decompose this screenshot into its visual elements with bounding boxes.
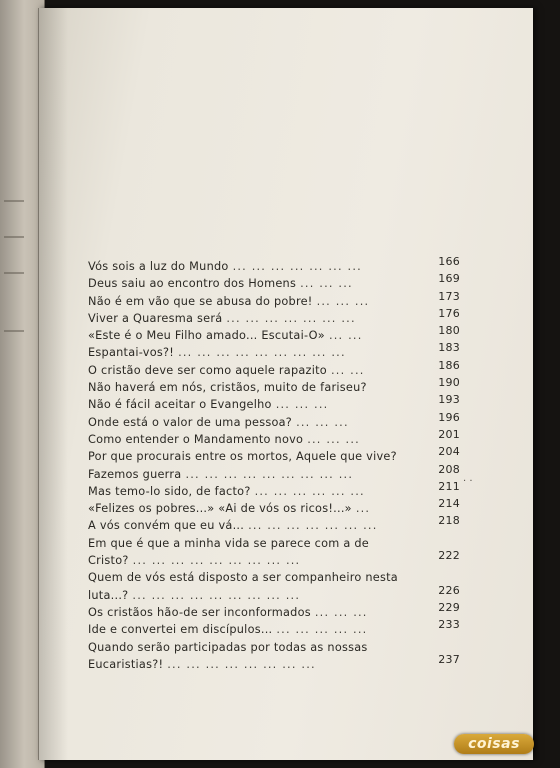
toc-entry-title: Como entender o Mandamento novo	[88, 432, 304, 446]
toc-entry	[88, 272, 460, 292]
toc-entry	[88, 549, 460, 569]
toc-entry	[88, 376, 460, 396]
page-gutter-shadow	[38, 8, 68, 760]
toc-entry-leader: ... ...	[330, 363, 365, 377]
toc-entry-page: 208	[438, 462, 460, 476]
toc-entry-title: O cristão deve ser como aquele rapazito	[88, 363, 327, 377]
toc-entry-leader: ... ... ... ... ... ...	[254, 484, 365, 498]
toc-entry-page: 222	[438, 549, 460, 563]
toc-entry-title: Cristo?	[88, 554, 129, 568]
toc-entry	[88, 652, 460, 673]
toc-entry-leader: ... ... ... ... ...	[276, 623, 368, 637]
toc-entry-page: 186	[438, 358, 460, 372]
toc-entry-title: Não haverá em nós, cristãos, muito de fariseu?	[88, 381, 367, 395]
toc-entry-leader: ... ... ...	[307, 432, 360, 446]
toc-entry	[88, 514, 460, 534]
toc-entry-title: Fazemos guerra	[88, 467, 182, 481]
toc-entry-leader: ... ...	[328, 329, 363, 343]
toc-entry-title: Vós sois a luz do Mundo	[88, 260, 229, 273]
bleed-mark	[4, 236, 24, 238]
toc-entry-leader: ... ... ... ... ... ... ...	[232, 260, 362, 273]
toc-entry	[88, 393, 460, 413]
toc-entry	[88, 479, 460, 500]
toc-entry-page: 237	[438, 652, 460, 666]
toc-entry	[88, 497, 460, 517]
toc-entry-page: 218	[438, 514, 460, 528]
toc-entry	[88, 639, 460, 656]
toc-entry-page: 229	[438, 600, 460, 614]
toc-entry	[88, 358, 460, 379]
toc-entry	[88, 427, 460, 448]
toc-entry	[88, 618, 460, 638]
toc-entry-page: 173	[438, 289, 460, 303]
toc-entry	[88, 341, 460, 361]
toc-entry-leader: ... ... ... ... ... ... ... ...	[167, 657, 316, 671]
toc-entry-page: 214	[438, 497, 460, 511]
toc-entry-leader: ... ... ... ... ... ... ...	[248, 519, 378, 533]
toc-entry-page: 211	[438, 479, 460, 493]
toc-entry-leader: ...	[355, 502, 371, 516]
toc-entry-leader: ... ... ...	[275, 398, 329, 412]
toc-entry-title: Viver a Quaresma será	[88, 311, 223, 325]
toc-entry-leader: ... ... ...	[314, 605, 368, 619]
toc-entry	[88, 462, 460, 483]
toc-entry-page: 166	[438, 255, 460, 268]
toc-entry-leader: ... ... ... ... ... ... ... ... ...	[132, 588, 301, 602]
toc-entry-page: 183	[438, 341, 460, 355]
toc-entry-leader: ... ... ... ... ... ... ...	[226, 311, 356, 325]
toc-entry-page: 233	[438, 618, 460, 632]
toc-entry-title: Mas temo-lo sido, de facto?	[88, 484, 251, 498]
toc-entry	[88, 583, 460, 604]
toc-entry	[88, 410, 460, 431]
bleed-mark	[4, 200, 24, 202]
toc-entry-page: 193	[438, 393, 460, 407]
toc-entry-page: 204	[438, 445, 460, 459]
toc-entry-page: 169	[438, 272, 460, 286]
toc-entry-title: Quando serão participadas por todas as nossas	[88, 640, 368, 654]
toc-entry	[88, 445, 460, 465]
toc-entry	[88, 306, 460, 327]
toc-entry	[88, 535, 460, 552]
toc-entry-title: Deus saiu ao encontro dos Homens	[88, 277, 297, 291]
toc-entry-title: Não é em vão que se abusa do pobre!	[88, 294, 313, 308]
toc-entry-title: A vós convém que eu vá...	[88, 519, 245, 533]
toc-entry-title: Onde está o valor de uma pessoa?	[88, 415, 293, 429]
toc-entry-title: Ide e convertei em discípulos...	[88, 623, 273, 637]
toc-entry-page: 201	[438, 427, 460, 441]
toc-entry-leader: ... ... ...	[316, 294, 370, 308]
toc-entry	[88, 289, 460, 310]
toc-entry-page: 226	[438, 583, 460, 597]
toc-entry	[88, 324, 460, 344]
bleed-mark	[4, 272, 24, 274]
toc-entry-title: «Este é o Meu Filho amado... Escutai-O»	[88, 329, 325, 343]
toc-entry-title: Os cristãos hão-de ser inconformados	[88, 605, 311, 619]
toc-entry-leader: ... ... ... ... ... ... ... ... ...	[132, 554, 301, 568]
toc-entry-title: «Felizes os pobres...» «Ai de vós os ricos!...»	[88, 502, 352, 516]
toc-entry	[88, 255, 460, 275]
toc-entry-page: 190	[438, 376, 460, 390]
toc-entry-title: Por que procurais entre os mortos, Aquele que vive?	[88, 450, 397, 464]
toc-entry-title: Espantai-vos?!	[88, 346, 175, 360]
toc-entry-leader: ... ... ... ... ... ... ... ... ...	[185, 467, 354, 481]
toc-entry-title: Em que é que a minha vida se parece com a de	[88, 536, 369, 550]
toc-entry	[88, 600, 460, 621]
toc-entry-leader: ... ... ...	[300, 277, 353, 291]
toc-entry-leader: ... ... ... ... ... ... ... ... ...	[178, 346, 346, 360]
toc-entry	[88, 569, 460, 586]
watermark-logo: coisas	[454, 734, 534, 754]
toc-entry-page: 176	[438, 306, 460, 320]
toc-entry-title: Quem de vós está disposto a ser companheiro nesta	[88, 571, 398, 585]
table-of-contents	[88, 255, 460, 673]
toc-entry-title: Eucaristias?!	[88, 657, 164, 671]
toc-entry-page: 196	[438, 410, 460, 424]
toc-entry-leader: ... ... ...	[296, 415, 349, 429]
toc-entry-title: Não é fácil aceitar o Evangelho	[88, 398, 272, 412]
stray-marks: · ·	[463, 476, 473, 487]
toc-entry-title: luta...?	[88, 588, 129, 602]
toc-entry-page: 180	[438, 324, 460, 338]
bleed-mark	[4, 330, 24, 332]
